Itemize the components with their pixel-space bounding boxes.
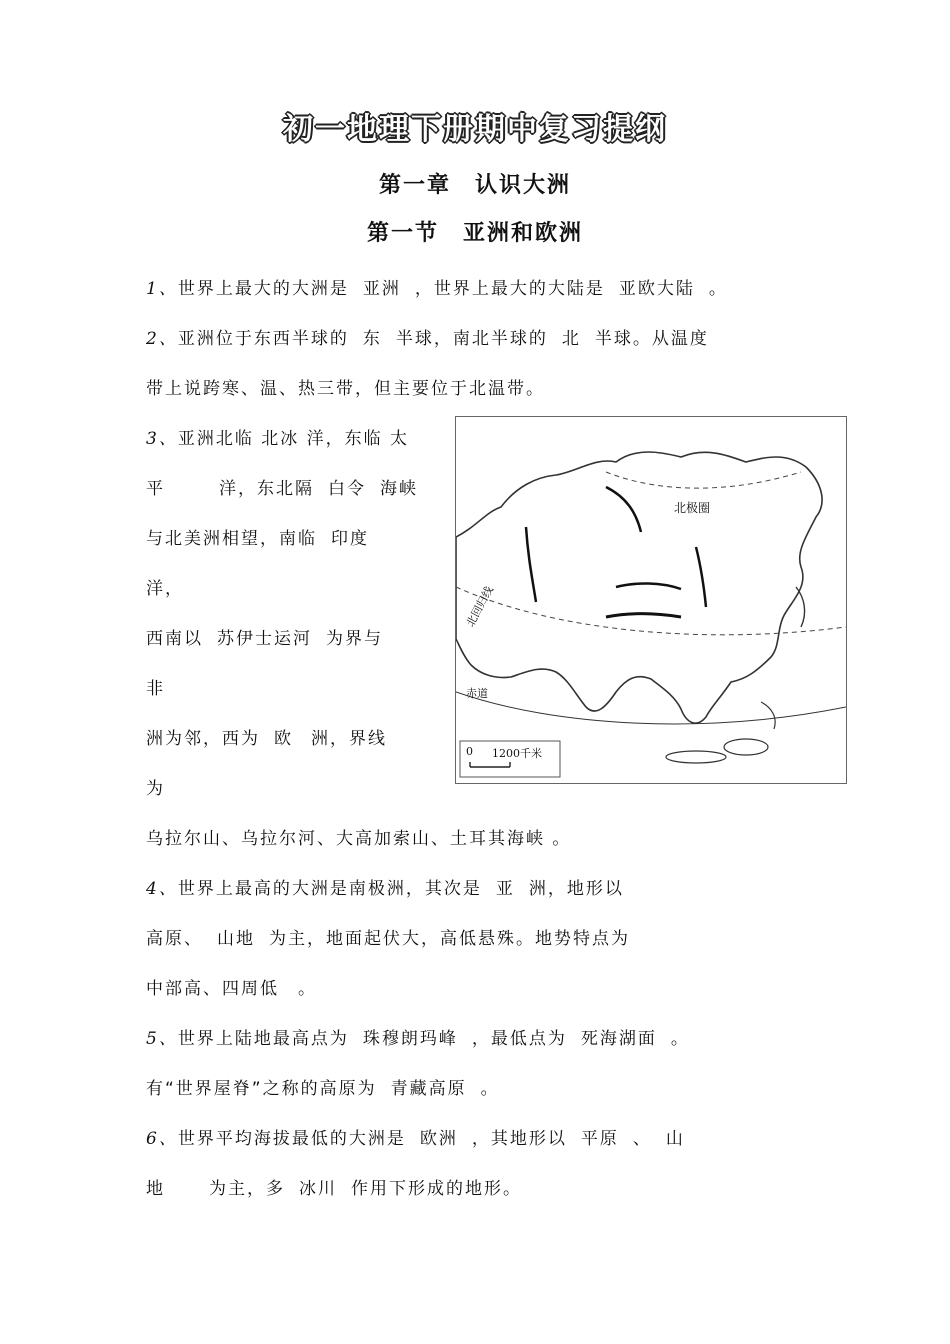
answer: 珠穆朗玛峰: [362, 1029, 458, 1049]
kunlun-range: [616, 583, 681, 589]
arctic-circle-line: [606, 472, 801, 488]
question-3-line-3: 与北美洲相望，南临 印度: [146, 524, 383, 549]
asia-map: [455, 416, 847, 784]
answer: 死海湖面: [580, 1029, 657, 1049]
asia-map-drawing: [456, 417, 846, 783]
answer: 白令: [328, 479, 366, 499]
question-number: 2、: [146, 329, 178, 349]
answer: 亚欧大陆: [618, 279, 695, 299]
question-3-line-6: 非: [146, 679, 165, 699]
question-3-line-7: 洲为邻，西为 欧 洲，界线: [146, 724, 391, 749]
answer: 冰川: [299, 1179, 337, 1199]
equator-line: [456, 692, 846, 724]
answer: 青藏高原: [390, 1079, 467, 1099]
chapter-heading: 第一章 认识大洲: [378, 173, 571, 198]
question-1: 1、世界上最大的大洲是 亚洲 ，世界上最大的大陆是 亚欧大陆 。: [146, 274, 728, 299]
japan-island: [796, 587, 805, 627]
question-3-line-8: 为: [146, 779, 165, 799]
arctic-circle-label: 北极圈: [674, 501, 711, 515]
answer: 亚洲: [362, 279, 401, 299]
central-range: [606, 487, 641, 532]
answer: 山地: [217, 929, 255, 949]
question-3-line-4: 洋，: [146, 579, 184, 599]
answer: 山: [665, 1129, 685, 1149]
answer: 平原: [580, 1129, 619, 1149]
question-4-line-1: 4、世界上最高的大洲是南极洲，其次是 亚 洲，地形以: [146, 874, 624, 899]
answer: 东: [362, 329, 382, 349]
section-heading: 第一节 亚洲和欧洲: [366, 221, 583, 246]
question-6-line-2: 地 为主，多 冰川 作用下形成的地形。: [146, 1174, 522, 1199]
scale-zero-label: 0: [466, 745, 473, 758]
document-title: 初一地理下册期中复习提纲: [283, 112, 667, 147]
philippines-island: [761, 702, 775, 729]
question-5-line-2: 有“世界屋脊”之称的高原为 青藏高原 。: [146, 1074, 500, 1099]
question-6-line-1: 6、世界平均海拔最低的大洲是 欧洲 ，其地形以 平原 、 山: [146, 1124, 699, 1149]
answer: 欧: [274, 729, 293, 749]
answer: 太: [390, 429, 410, 449]
question-4-line-3: 中部高、四周低 。: [146, 979, 317, 999]
question-3-line-5: 西南以 苏伊士运河 为界与: [146, 624, 383, 649]
east-range: [696, 547, 706, 607]
question-4-line-2: 高原、 山地 为主，地面起伏大，高低悬殊。地势特点为: [146, 924, 630, 949]
answer: 欧洲: [419, 1129, 458, 1149]
answer: 地: [146, 1179, 165, 1199]
answer: 北冰: [261, 429, 300, 449]
question-2: 2、亚洲位于东西半球的 东 半球，南北半球的 北 半球。从温度: [146, 324, 709, 349]
question-number: 1、: [146, 279, 178, 299]
java-island: [666, 751, 726, 763]
answer: 平: [146, 479, 165, 499]
question-3-line-9: 乌拉尔山、乌拉尔河、大高加索山、土耳其海峡 。: [146, 829, 572, 849]
question-5-line-1: 5、世界上陆地最高点为 珠穆朗玛峰 ，最低点为 死海湖面 。: [146, 1024, 690, 1049]
himalaya-range: [606, 614, 681, 617]
answer: 亚: [495, 879, 515, 899]
answer: 北: [561, 329, 581, 349]
ural-range: [526, 527, 536, 602]
answer: 苏伊士运河: [217, 629, 312, 649]
answer: 印度: [331, 529, 369, 549]
question-3-line-1: 3、亚洲北临 北冰 洋，东临 太: [146, 429, 410, 449]
asia-coastline: [456, 452, 822, 723]
borneo-island: [724, 739, 768, 755]
tropic-label: 北回归线: [463, 584, 496, 630]
question-3-line-2: 平 洋，东北隔 白令 海峡: [146, 474, 418, 499]
scale-value-label: 1200千米: [492, 747, 542, 760]
question-2-line-2: 带上说跨寒、温、热三带，但主要位于北温带。: [146, 379, 545, 399]
equator-label: 赤道: [466, 687, 488, 700]
